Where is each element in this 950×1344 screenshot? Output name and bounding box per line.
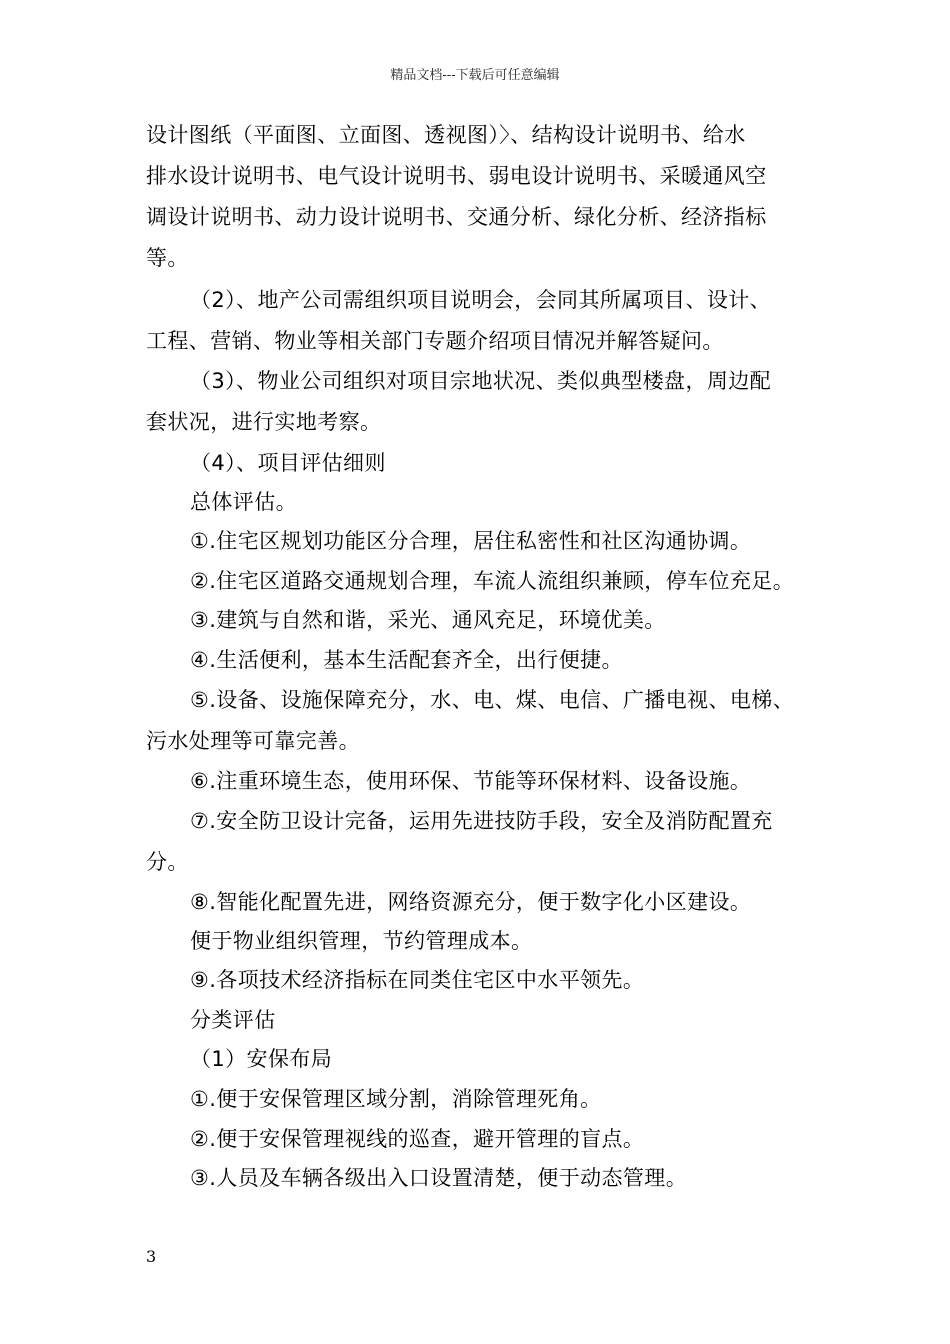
body-line: ③.建筑与自然和谐，采光、通风充足，环境优美。: [190, 608, 666, 632]
body-line: （3）、物业公司组织对项目宗地状况、类似典型楼盘，周边配: [190, 369, 772, 393]
body-line: 分类评估: [190, 1008, 276, 1032]
body-line: ⑦.安全防卫设计完备，运用先进技防手段，安全及消防配置充: [190, 809, 773, 833]
body-line: ③.人员及车辆各级出入口设置清楚，便于动态管理。: [190, 1166, 688, 1190]
body-line: （1）安保布局: [190, 1047, 333, 1071]
body-line: 工程、营销、物业等相关部门专题介绍项目情况并解答疑问。: [146, 329, 724, 353]
body-line: 套状况，进行实地考察。: [146, 410, 382, 434]
body-line: 等。: [146, 246, 189, 270]
body-line: （2）、地产公司需组织项目说明会，会同其所属项目、设计、: [190, 288, 772, 312]
body-line: 设计图纸（平面图、立面图、透视图）〉、结构设计说明书、给水: [146, 123, 746, 147]
body-line: 调设计说明书、动力设计说明书、交通分析、绿化分析、经济指标: [146, 205, 767, 229]
body-line: 分。: [146, 850, 189, 874]
page-header: 精品文档---下载后可任意编辑: [390, 68, 560, 83]
body-line: ⑥.注重环境生态，使用环保、节能等环保材料、设备设施。: [190, 769, 752, 793]
body-line: ④.生活便利，基本生活配套齐全，出行便捷。: [190, 648, 623, 672]
body-line: ①.住宅区规划功能区分合理，居住私密性和社区沟通协调。: [190, 529, 752, 553]
body-line: ⑤.设备、设施保障充分，水、电、煤、电信、广播电视、电梯、: [190, 688, 795, 712]
body-line: 总体评估。: [190, 490, 297, 514]
body-line: 便于物业组织管理，节约管理成本。: [190, 929, 533, 953]
body-line: ②.住宅区道路交通规划合理，车流人流组织兼顾，停车位充足。: [190, 569, 795, 593]
body-line: ②.便于安保管理视线的巡查，避开管理的盲点。: [190, 1127, 645, 1151]
body-line: ⑧.智能化配置先进，网络资源充分，便于数字化小区建设。: [190, 890, 752, 914]
body-line: （4）、项目评估细则: [190, 451, 386, 475]
body-line: ⑨.各项技术经济指标在同类住宅区中水平领先。: [190, 968, 645, 992]
body-line: ①.便于安保管理区域分割，消除管理死角。: [190, 1087, 602, 1111]
body-line: 污水处理等可靠完善。: [146, 729, 360, 753]
page-number: 3: [146, 1247, 157, 1266]
body-line: 排水设计说明书、电气设计说明书、弱电设计说明书、采暖通风空: [146, 164, 767, 188]
